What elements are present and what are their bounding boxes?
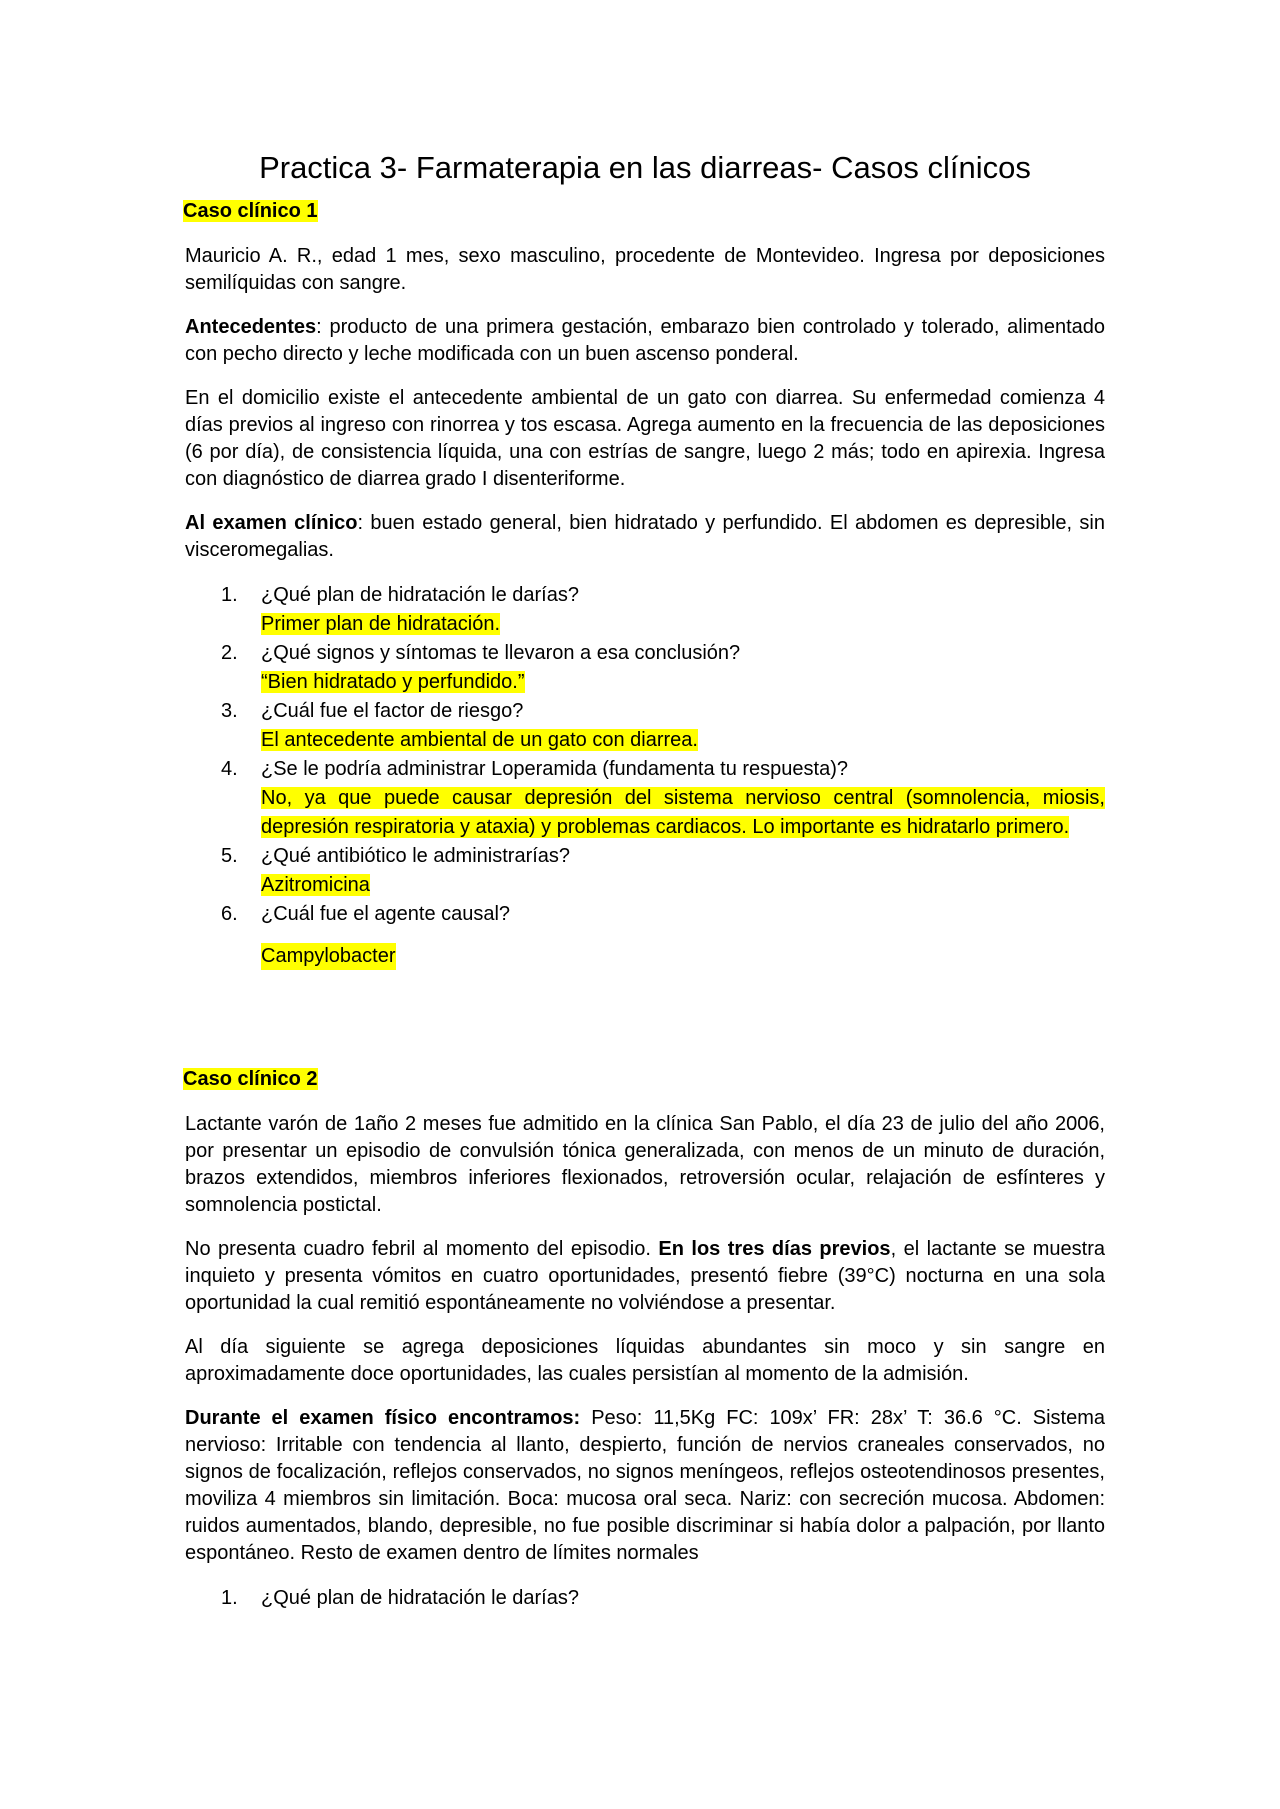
case1-heading-text: Caso clínico 1 — [183, 200, 318, 222]
case2-intro: Lactante varón de 1año 2 meses fue admitido en la clínica San Pablo, el día 23 de julio del año 2006, por presentar un episodio de convulsión tónica generalizada, con menos de un minuto de duración, brazos extendidos, miembros inferiores flexionados, retroversión ocular, relajación de esfínteres y somnolencia postictal. — [185, 1113, 1105, 1216]
question-text: ¿Cuál fue el agente causal? — [261, 903, 511, 925]
case2-febril — [185, 1236, 1105, 1317]
question-item — [185, 1584, 1105, 1613]
answer — [261, 726, 1105, 755]
answer — [261, 610, 1105, 639]
page-title: Practica 3- Farmaterapia en las diarreas- Casos clínicos — [259, 150, 1031, 185]
case2-questions — [185, 1584, 1105, 1613]
case2-examen — [185, 1405, 1105, 1567]
case1-domicilio: En el domicilio existe el antecedente ambiental de un gato con diarrea. Su enfermedad comienza 4 días previos al ingreso con rinorrea y tos escasa. Agrega aumento en la frecuencia de las deposiciones (6 por día), de consistencia líquida, una con estrías de sangre, luego 2 más; todo en apirexia. Ingresa con diagnóstico de diarrea grado I disenteriforme. — [185, 387, 1105, 490]
case1-examen-text: : buen estado general, bien hidratado y perfundido. El abdomen es depresible, sin visceromegalias. — [185, 512, 1105, 561]
case2-febril-post: , el lactante se muestra inquieto y presenta vómitos en cuatro oportunidades, presentó fiebre (39°C) nocturna en una sola oportunidad la cual remitió espontáneamente no volviéndose a presentar. — [185, 1238, 1105, 1314]
question-item — [185, 639, 1105, 697]
case2-examen-label: Durante el examen físico encontramos: — [185, 1407, 581, 1429]
answer — [261, 929, 1105, 971]
case1-intro: Mauricio A. R., edad 1 mes, sexo masculino, procedente de Montevideo. Ingresa por deposiciones semilíquidas con sangre. — [185, 245, 1105, 294]
case1-examen-label: Al examen clínico — [185, 512, 358, 534]
answer — [261, 668, 1105, 697]
question-number: 6. — [221, 903, 238, 925]
case2-examen-text: Peso: 11,5Kg FC: 109x’ FR: 28x’ T: 36.6 °C. Sistema nervioso: Irritable con tendencia al llanto, despierto, función de nervios craneales conservados, no signos de focalización, reflejos conservados, no signos meníngeos, reflejos osteotendinosos presentes, moviliza 4 miembros sin limitación. Boca: mucosa oral seca. Nariz: con secreción mucosa. Abdomen: ruidos aumentados, blando, depresible, no fue posible discriminar si había dolor a palpación, por llanto espontáneo. Resto de examen dentro de límites normales — [185, 1407, 1105, 1564]
question-text: ¿Se le podría administrar Loperamida (fundamenta tu respuesta)? — [261, 758, 848, 780]
question-number: 1. — [221, 584, 238, 606]
question-number: 2. — [221, 642, 238, 664]
case2-febril-bold: En los tres días previos — [658, 1238, 891, 1260]
question-item — [185, 755, 1105, 842]
question-number: 1. — [221, 1587, 238, 1609]
answer — [261, 871, 1105, 900]
case2-febril-pre: No presenta cuadro febril al momento del episodio. — [185, 1238, 659, 1260]
case1-antecedentes — [185, 314, 1105, 368]
question-number: 5. — [221, 845, 238, 867]
case1-questions — [185, 581, 1105, 971]
answer-text: “Bien hidratado y perfundido.” — [261, 671, 525, 693]
answer-text: Primer plan de hidratación. — [261, 613, 501, 635]
question-item — [185, 581, 1105, 639]
question-text: ¿Cuál fue el factor de riesgo? — [261, 700, 524, 722]
answer — [261, 784, 1105, 842]
answer-text: El antecedente ambiental de un gato con diarrea. — [261, 729, 698, 751]
question-item — [185, 900, 1105, 971]
case1-antecedentes-label: Antecedentes — [185, 316, 317, 338]
question-text: ¿Qué signos y síntomas te llevaron a esa conclusión? — [261, 642, 741, 664]
question-item — [185, 697, 1105, 755]
question-text: ¿Qué plan de hidratación le darías? — [261, 584, 579, 606]
case1-heading — [183, 200, 1105, 223]
case2-heading — [183, 1068, 1105, 1091]
question-text: ¿Qué plan de hidratación le darías? — [261, 1587, 579, 1609]
question-number: 3. — [221, 700, 238, 722]
question-item — [185, 842, 1105, 900]
answer-text: No, ya que puede causar depresión del sistema nervioso central (somnolencia, miosis, depresión respiratoria y ataxia) y problemas cardiacos. Lo importante es hidratarlo primero. — [261, 787, 1105, 838]
case1-antecedentes-text: : producto de una primera gestación, embarazo bien controlado y tolerado, alimentado con pecho directo y leche modificada con un buen ascenso ponderal. — [185, 316, 1105, 365]
case2-heading-text: Caso clínico 2 — [183, 1068, 318, 1090]
answer-text: Azitromicina — [261, 874, 370, 896]
case2-dia-siguiente: Al día siguiente se agrega deposiciones líquidas abundantes sin moco y sin sangre en aproximadamente doce oportunidades, las cuales persistían al momento de la admisión. — [185, 1336, 1105, 1385]
answer-text: Campylobacter — [261, 943, 396, 970]
question-number: 4. — [221, 758, 238, 780]
case1-examen — [185, 510, 1105, 564]
document-page — [185, 150, 1105, 1613]
question-text: ¿Qué antibiótico le administrarías? — [261, 845, 571, 867]
